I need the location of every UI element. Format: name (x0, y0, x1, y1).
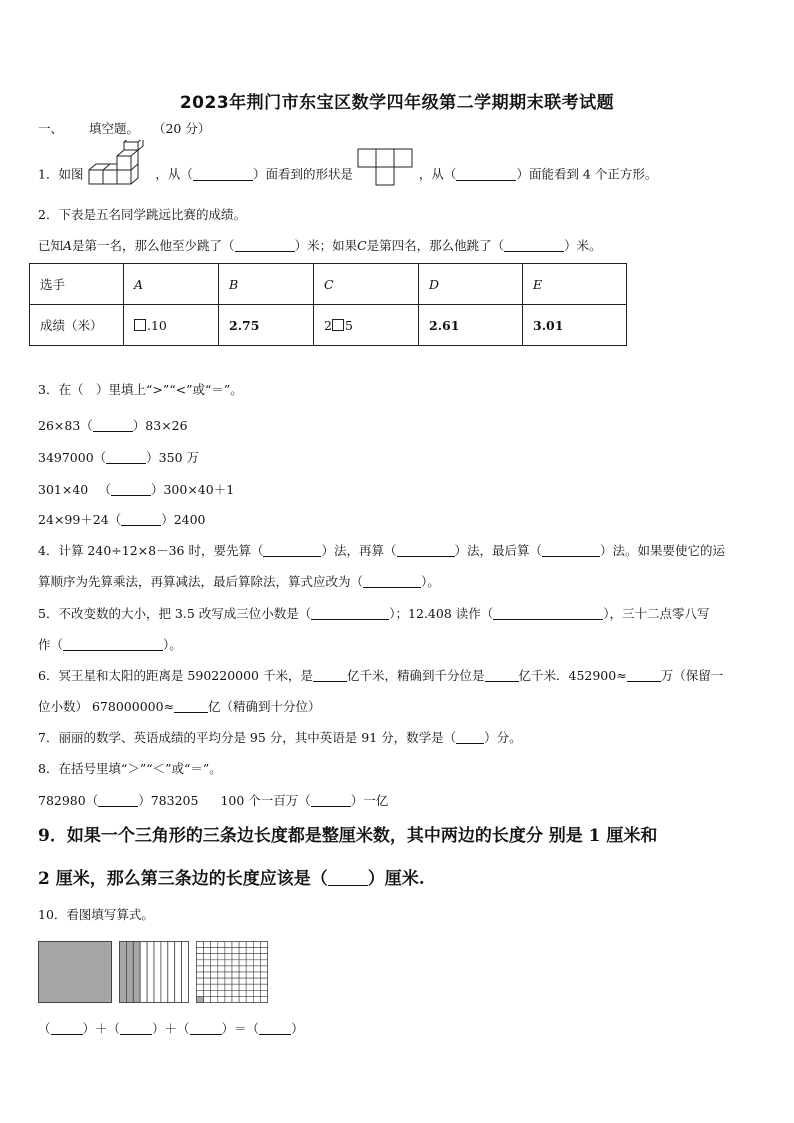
q5-text: 5．不改变数的大小，把 3.5 改写成三位小数是（ (38, 606, 312, 621)
q2-text: 是第一名，那么他至少跳了（ (72, 238, 235, 253)
answer-blank[interactable] (456, 731, 484, 744)
formula-text: （ (38, 1021, 51, 1036)
table-header-row (30, 264, 627, 305)
q4-text: ）。 (421, 574, 440, 589)
grid-cell (260, 942, 267, 948)
grid-cell (253, 960, 260, 966)
grid-cell (239, 978, 246, 984)
grid-cell (218, 954, 225, 960)
answer-blank[interactable] (51, 1022, 83, 1035)
q3-text: ）83×26 (132, 418, 188, 433)
table-cell: E (523, 264, 627, 305)
grid-cell (197, 948, 204, 954)
grid-cell (260, 954, 267, 960)
grid-cell (246, 948, 253, 954)
question-1 (38, 160, 657, 190)
q1-text: 1．如图 (38, 166, 84, 182)
grid-cell (232, 978, 239, 984)
section-number: 一、 (38, 121, 64, 136)
grid-cell (204, 984, 211, 990)
grid-cell (260, 960, 267, 966)
tenth-strip (175, 942, 182, 1003)
grid-cell (225, 972, 232, 978)
tenth-strip (161, 942, 168, 1003)
q2-intro: 2．下表是五名同学跳远比赛的成绩。 (38, 207, 246, 222)
answer-blank[interactable] (311, 794, 351, 807)
page-title: 2023年荆门市东宝区数学四年级第二学期期末联考试题 (179, 93, 615, 113)
answer-blank[interactable] (328, 869, 368, 886)
grid-cell (225, 948, 232, 954)
grid-cell (218, 984, 225, 990)
q3-item (38, 450, 199, 466)
grid-cell (239, 966, 246, 972)
grid-cell (204, 966, 211, 972)
grid-cell (225, 996, 232, 1002)
question-2 (38, 238, 602, 254)
grid-cell (218, 948, 225, 954)
q4-text: 算顺序为先算乘法，再算减法，最后算除法，算式应改为（ (38, 574, 364, 589)
answer-blank[interactable] (111, 483, 151, 496)
table-cell: 2.61 (419, 305, 523, 346)
tenth-strip (140, 942, 147, 1003)
grid-cell (218, 996, 225, 1002)
grid-cell (246, 966, 253, 972)
question-9: 9．如果一个三角形的三条边长度都是整厘米数，其中两边的长度分 别是 1 厘米和 (38, 826, 658, 846)
grid-cell (246, 972, 253, 978)
grid-cell (232, 984, 239, 990)
answer-blank[interactable] (456, 168, 516, 181)
answer-blank[interactable] (311, 607, 389, 620)
grid-cell (218, 942, 225, 948)
q7-text: ）分。 (484, 730, 522, 745)
grid-cell (232, 942, 239, 948)
tenth-strip (120, 942, 127, 1003)
q1-text: ）面能看到 4 个正方形。 (516, 166, 658, 182)
q6-text: 亿千米．452900≈ (518, 668, 627, 683)
grid-cell (246, 990, 253, 996)
score-value: 5 (344, 317, 353, 333)
q8-text: ）一亿 (350, 793, 389, 808)
grid-cell (204, 972, 211, 978)
table-row (30, 305, 627, 346)
grid-cell (211, 978, 218, 984)
table-cell: D (419, 264, 523, 305)
grid-cell (204, 948, 211, 954)
grid-cell (253, 948, 260, 954)
grid-cell (225, 990, 232, 996)
grid-cell (260, 996, 267, 1002)
q5-text: ）。 (163, 637, 182, 652)
q5-text: ），三十二点零八写 (603, 606, 710, 621)
q6-text: 万（保留一 (660, 668, 724, 683)
table-cell: 选手 (30, 264, 124, 305)
hundred-square-figure (38, 941, 112, 1007)
q1-text: ，从（ (418, 166, 457, 182)
q8-text: ）783205 (138, 793, 199, 808)
q2-text: ）米。 (564, 238, 602, 253)
grid-cell (232, 990, 239, 996)
var-c: C (357, 238, 367, 253)
question-4 (38, 543, 725, 559)
grid-cell (211, 966, 218, 972)
grid-cell (204, 942, 211, 948)
q3-text: ）350 万 (146, 450, 200, 465)
grid-cell (197, 960, 204, 966)
answer-blank[interactable] (121, 513, 161, 526)
answer-blank[interactable] (235, 239, 295, 252)
answer-blank[interactable] (63, 638, 163, 651)
table-cell: 成绩（米） (30, 305, 124, 346)
answer-blank[interactable] (98, 794, 138, 807)
section-label: 填空题。 (88, 121, 139, 136)
grid-cell (253, 990, 260, 996)
answer-blank[interactable] (627, 669, 661, 682)
grid-cell (197, 984, 204, 990)
grid-cell (246, 984, 253, 990)
grid-cell (260, 972, 267, 978)
tenth-strip (182, 942, 189, 1003)
grid-cell (232, 972, 239, 978)
grid-cell (239, 984, 246, 990)
q2-text: 已知 (38, 238, 64, 253)
answer-blank[interactable] (542, 544, 600, 557)
question-9-line2 (38, 868, 425, 890)
grid-cell (239, 942, 246, 948)
q8-text: 100 个一百万（ (220, 793, 311, 808)
answer-blank[interactable] (93, 419, 133, 432)
grid-cell (246, 954, 253, 960)
q3-text: 301×40 （ (38, 482, 111, 497)
q5-text: 作（ (38, 637, 64, 652)
q10-intro: 10．看图填写算式。 (38, 907, 154, 922)
q9-text: 2 厘米，那么第三条边的长度应该是（ (38, 869, 328, 889)
grid-cell (225, 960, 232, 966)
q7-text: 7．丽丽的数学、英语成绩的平均分是 95 分，其中英语是 91 分，数学是（ (38, 730, 457, 745)
q8-text: 782980（ (38, 793, 99, 808)
q3-item (38, 512, 206, 528)
grid-cell (232, 966, 239, 972)
tenth-strip (133, 942, 140, 1003)
grid-cell (246, 978, 253, 984)
answer-blank[interactable] (120, 1022, 152, 1035)
tenth-strip (154, 942, 161, 1003)
q3-text: 26×83（ (38, 418, 93, 433)
q3-text: ）300×40＋1 (150, 482, 235, 497)
formula-text: ）＝（ (221, 1021, 260, 1036)
tenth-strip (126, 942, 133, 1003)
var-a: A (63, 238, 73, 253)
grid-cell (260, 978, 267, 984)
grid-cell (197, 966, 204, 972)
grid-cell (239, 972, 246, 978)
formula-text: ） (291, 1021, 304, 1036)
grid-cell (218, 978, 225, 984)
grid-cell (197, 996, 204, 1002)
grid-cell (204, 960, 211, 966)
score-value: 2 (324, 317, 332, 333)
q1-text: ）面看到的形状是 (252, 166, 353, 182)
hundredths-grid-figure (196, 941, 268, 1007)
grid-cell (204, 996, 211, 1002)
answer-blank[interactable] (504, 239, 564, 252)
q4-text: ）法，最后算（ (454, 543, 543, 558)
q4-text: ）法，再算（ (321, 543, 397, 558)
grid-cell (246, 960, 253, 966)
answer-blank[interactable] (193, 168, 253, 181)
unknown-digit-box[interactable] (332, 319, 344, 331)
question-4-line2 (38, 574, 440, 590)
question-6 (38, 668, 723, 684)
grid-cell (211, 984, 218, 990)
tenth-strip (147, 942, 154, 1003)
q6-text: 亿千米，精确到千分位是 (346, 668, 485, 683)
answer-blank[interactable] (397, 544, 455, 557)
answer-blank[interactable] (190, 1022, 222, 1035)
grid-cell (211, 990, 218, 996)
grid-cell (232, 948, 239, 954)
score-value: .10 (147, 317, 167, 333)
q6-text: 6．冥王星和太阳的距离是 590220000 千米，是 (38, 668, 313, 683)
question-5 (38, 606, 710, 622)
grid-cell (232, 960, 239, 966)
answer-blank[interactable] (363, 575, 421, 588)
grid-cell (211, 942, 218, 948)
grid-cell (211, 972, 218, 978)
q4-text: 4．计算 240÷12×8－36 时，要先算（ (38, 543, 264, 558)
grid-cell (204, 954, 211, 960)
answer-blank[interactable] (313, 669, 347, 682)
view-shape-figure (357, 148, 415, 188)
table-cell (314, 305, 419, 346)
q3-intro: 3．在（ ）里填上“>”“<”或“＝”。 (38, 382, 243, 397)
table-cell: 3.01 (523, 305, 627, 346)
question-6-line2 (38, 699, 321, 715)
grid-cell (253, 978, 260, 984)
grid-cell (232, 996, 239, 1002)
grid-cell (253, 966, 260, 972)
grid-cell (239, 990, 246, 996)
q3-item (38, 482, 234, 498)
q1-text: ，从（ (155, 166, 193, 182)
grid-cell (260, 948, 267, 954)
q10-formula (38, 1021, 304, 1037)
formula-text: ）＋（ (82, 1021, 121, 1036)
scores-table (29, 263, 627, 346)
grid-cell (253, 954, 260, 960)
q3-text: 24×99＋24（ (38, 512, 122, 527)
grid-cell (197, 954, 204, 960)
grid-cell (253, 996, 260, 1002)
section-points: （20 分） (152, 121, 211, 136)
grid-cell (260, 990, 267, 996)
grid-cell (253, 972, 260, 978)
grid-cell (253, 984, 260, 990)
grid-cell (211, 960, 218, 966)
grid-cell (246, 996, 253, 1002)
grid-cell (253, 942, 260, 948)
q2-text: 是第四名，那么他跳了（ (366, 238, 505, 253)
grid-cell (225, 984, 232, 990)
grid-cell (197, 978, 204, 984)
grid-cell (225, 942, 232, 948)
grid-cell (225, 966, 232, 972)
q6-text: 亿（精确到十分位） (208, 699, 321, 714)
answer-blank[interactable] (485, 669, 519, 682)
table-cell: B (219, 264, 314, 305)
grid-cell (239, 948, 246, 954)
grid-cell (260, 966, 267, 972)
grid-cell (204, 978, 211, 984)
grid-cell (239, 954, 246, 960)
grid-cell (218, 990, 225, 996)
grid-cell (239, 960, 246, 966)
grid-cell (211, 948, 218, 954)
formula-text: ）＋（ (152, 1021, 190, 1036)
answer-blank[interactable] (493, 607, 603, 620)
grid-cell (246, 942, 253, 948)
question-8 (38, 793, 388, 809)
unknown-digit-box[interactable] (134, 319, 146, 331)
table-cell (124, 305, 219, 346)
grid-cell (197, 942, 204, 948)
q3-text: 3497000（ (38, 450, 107, 465)
grid-cell (204, 990, 211, 996)
answer-blank[interactable] (259, 1022, 291, 1035)
q4-text: ）法。如果要使它的运 (600, 543, 726, 558)
grid-cell (225, 978, 232, 984)
grid-cell (218, 960, 225, 966)
grid-cell (211, 954, 218, 960)
table-cell: 2.75 (219, 305, 314, 346)
grid-cell (218, 966, 225, 972)
question-7 (38, 730, 522, 746)
tenth-strip (168, 942, 175, 1003)
grid-cell (197, 972, 204, 978)
grid-cell (232, 954, 239, 960)
grid-cell (239, 996, 246, 1002)
cube-stack-figure (87, 140, 151, 190)
answer-blank[interactable] (174, 700, 208, 713)
tenths-strips-figure (119, 941, 189, 1007)
q8-intro: 8．在括号里填“＞”“＜”或“＝”。 (38, 761, 222, 776)
table-cell: A (124, 264, 219, 305)
q5-text: ）；12.408 读作（ (389, 606, 494, 621)
grid-cell (218, 972, 225, 978)
grid-cell (260, 984, 267, 990)
grid-cell (197, 990, 204, 996)
answer-blank[interactable] (106, 451, 146, 464)
grid-cell (225, 954, 232, 960)
q3-item (38, 418, 188, 434)
q2-text: ）米；如果 (294, 238, 358, 253)
q6-text: 位小数） 678000000≈ (38, 699, 175, 714)
answer-blank[interactable] (263, 544, 321, 557)
question-5-line2 (38, 637, 182, 653)
section-heading (38, 121, 210, 137)
q9-text: ）厘米. (367, 869, 425, 889)
table-cell: C (314, 264, 419, 305)
grid-cell (211, 996, 218, 1002)
q3-text: ）2400 (161, 512, 206, 527)
